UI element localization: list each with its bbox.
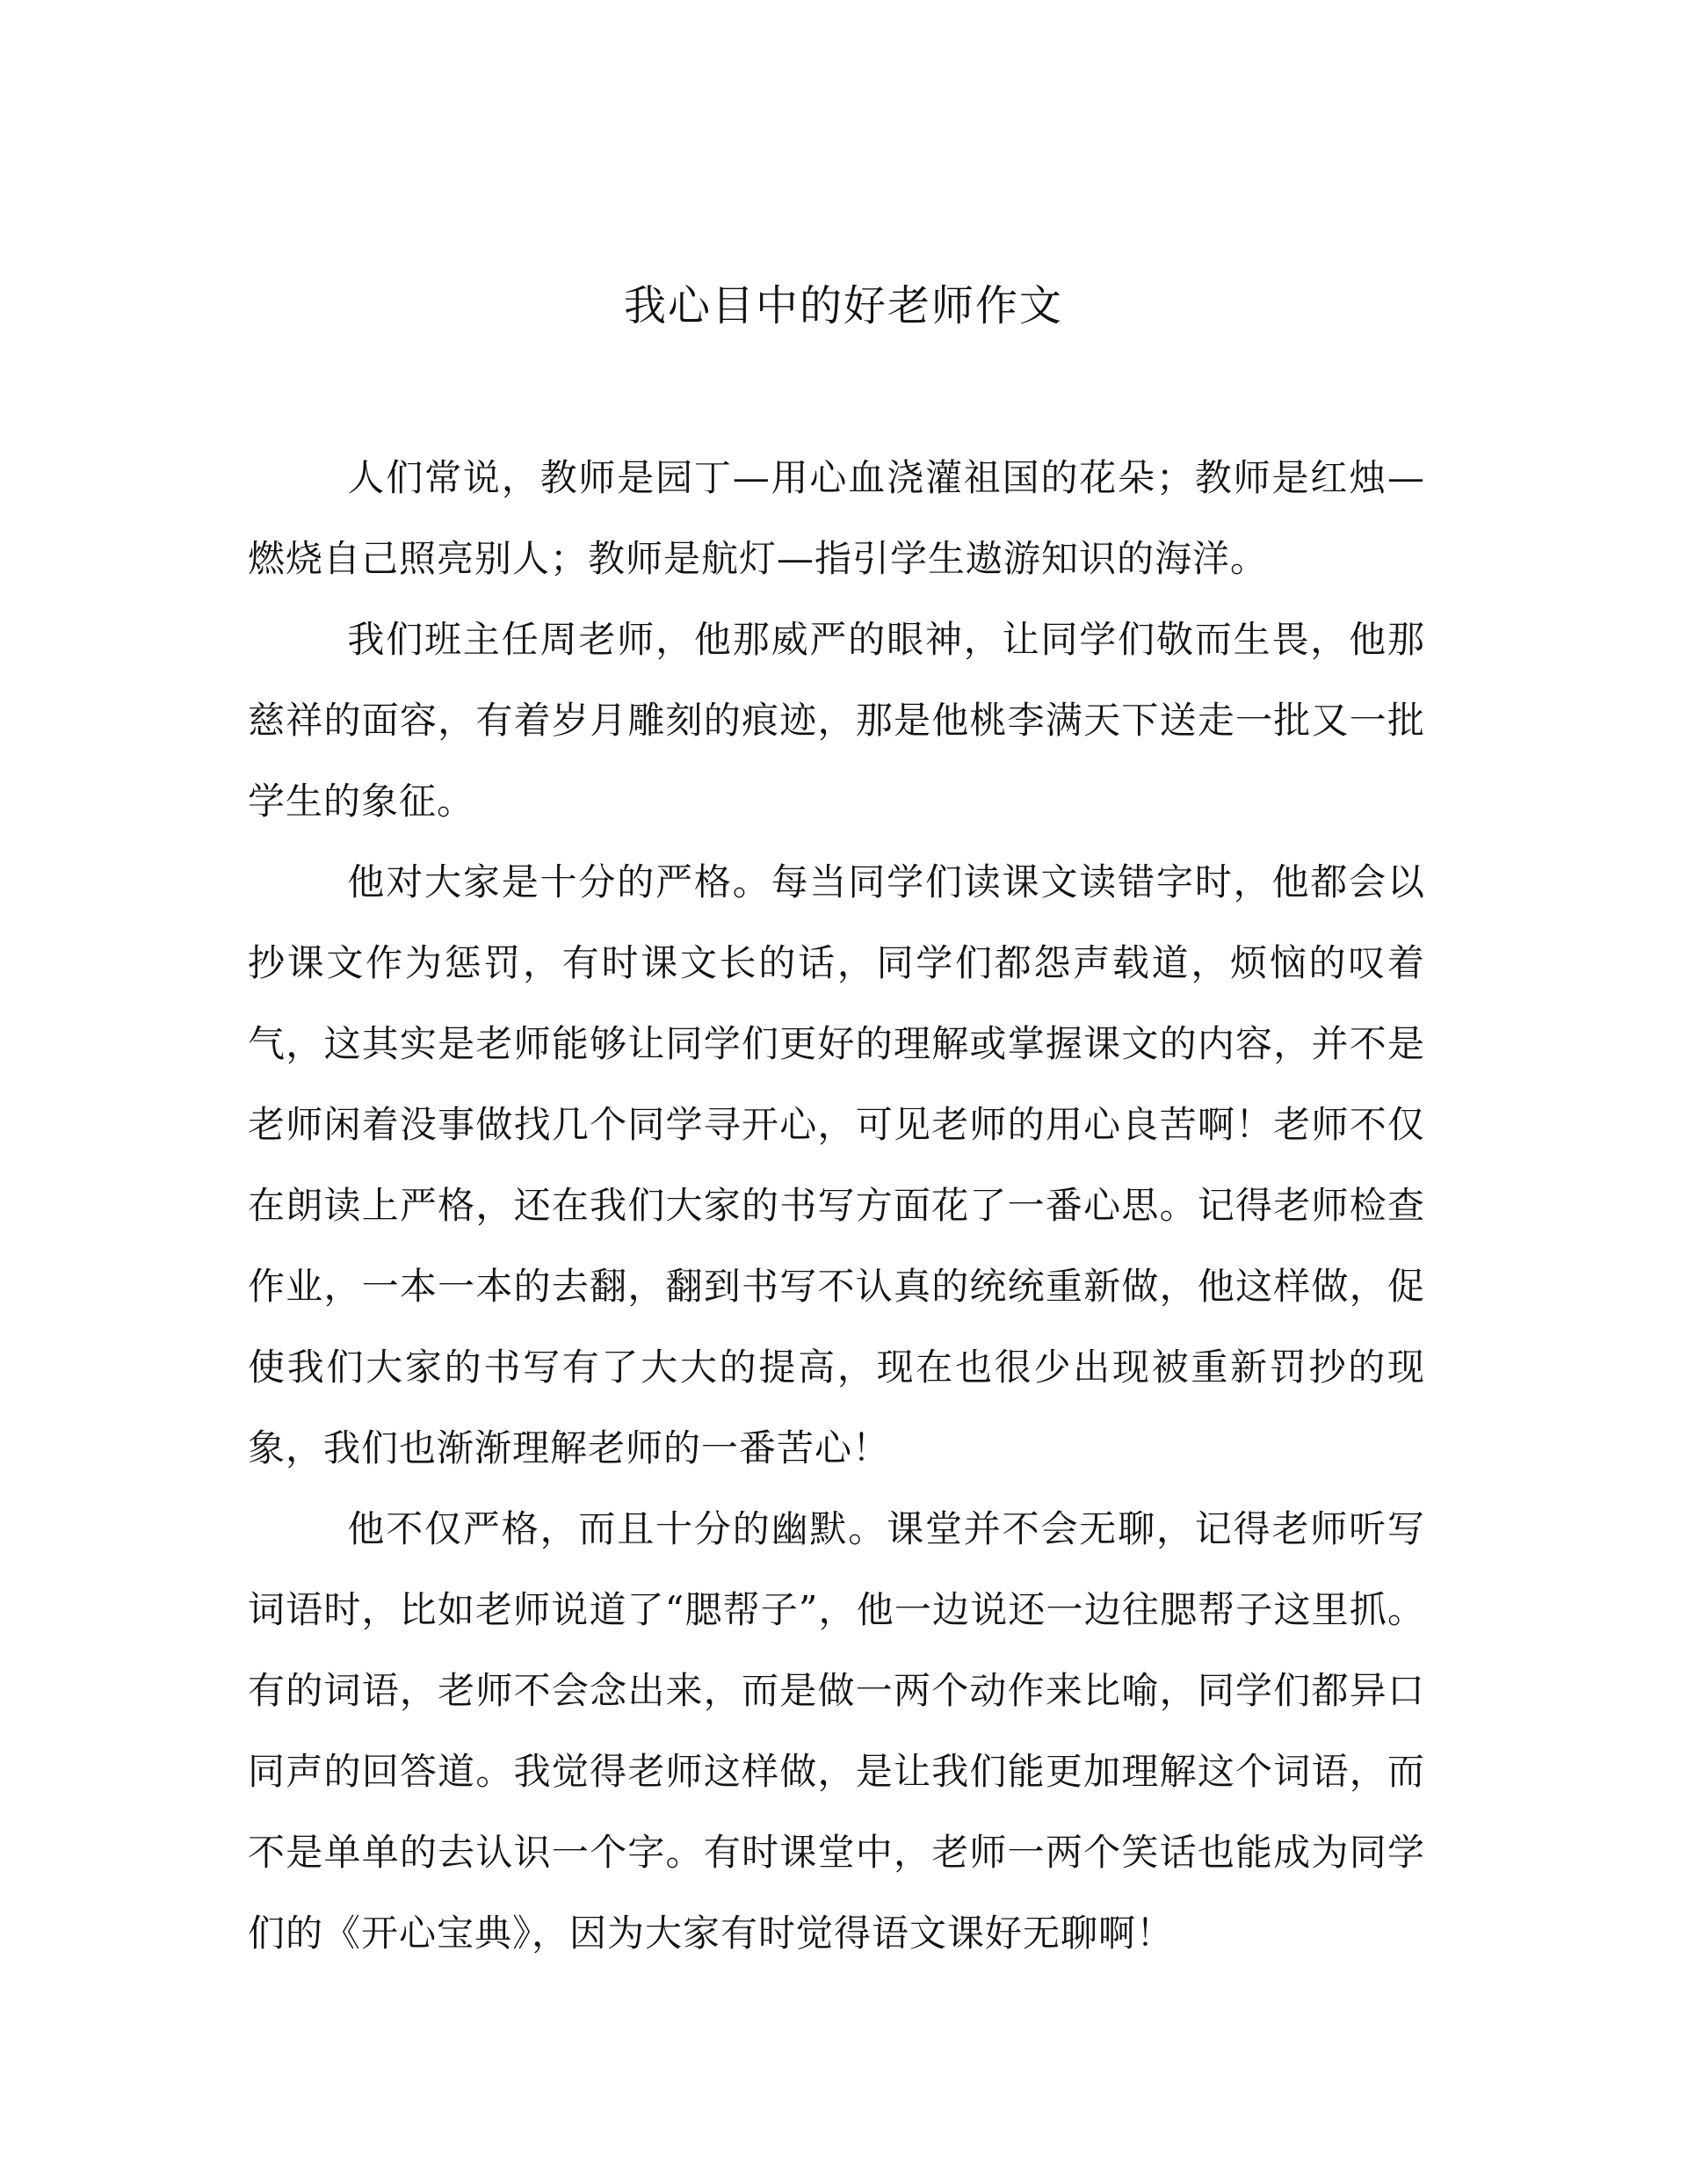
paragraph-2: 我们班主任周老师，他那威严的眼神，让同学们敬而生畏，他那慈祥的面容，有着岁月雕刻的痕迹，那是他桃李满天下送走一批又一批学生的象征。 [248, 618, 1425, 823]
document-body [248, 438, 1425, 1974]
paragraph-3: 他对大家是十分的严格。每当同学们读课文读错字时，他都会以抄课文作为惩罚，有时课文长的话，同学们都怨声载道，烦恼的叹着气，这其实是老师能够让同学们更好的理解或掌握课文的内容，并不是老师闲着没事做找几个同学寻开心，可见老师的用心良苦啊！老师不仅在朗读上严格，还在我们大家的书写方面花了一番心思。记得老师检查作业，一本一本的去翻，翻到书写不认真的统统重新做，他这样做，促使我们大家的书写有了大大的提高，现在也很少出现被重新罚抄的现象，我们也渐渐理解老师的一番苦心！ [248, 860, 1425, 1469]
document-title: 我心目中的好老师作文 [623, 281, 1063, 330]
paragraph-1: 人们常说，教师是园丁—用心血浇灌祖国的花朵；教师是红烛—燃烧自己照亮别人；教师是航灯—指引学生遨游知识的海洋。 [248, 456, 1425, 580]
paragraph-4: 他不仅严格，而且十分的幽默。课堂并不会无聊，记得老师听写词语时，比如老师说道了“腮帮子”，他一边说还一边往腮帮子这里抓。有的词语，老师不会念出来，而是做一两个动作来比喻，同学们都异口同声的回答道。我觉得老师这样做，是让我们能更加理解这个词语，而不是单单的去认识一个字。有时课堂中，老师一两个笑话也能成为同学们的《开心宝典》，因为大家有时觉得语文课好无聊啊！ [248, 1507, 1425, 1955]
